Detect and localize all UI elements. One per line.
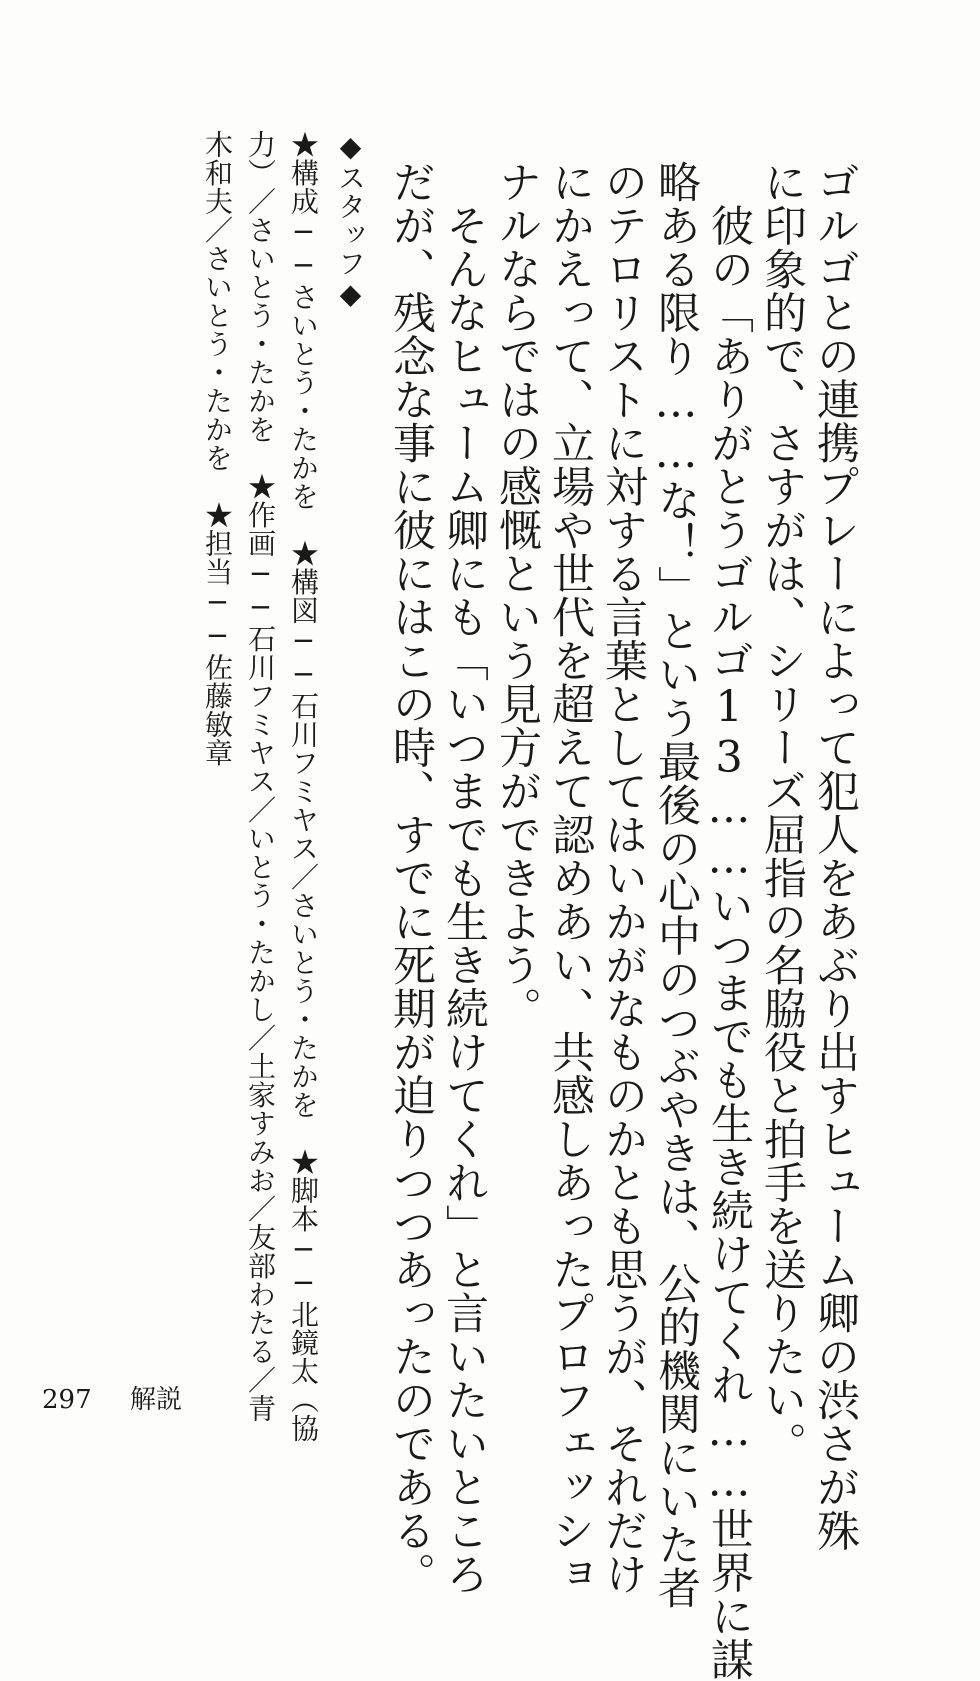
body-column-7: ナルならではの感慨という見方ができよう。 (492, 160, 542, 1030)
staff-credits-column-2: 力）／さいとう・たかを ★作画──石川フミヤス／いとう・たかし／土家すみお／友部わたる／青 (244, 130, 277, 1423)
body-column-5: のテロリストに対する言葉としてはいかがなものかとも思うが、それだけ (598, 160, 648, 1596)
body-column-1: ゴルゴとの連携プレーによって犯人をあぶり出すヒューム卿の渋さが殊 (810, 160, 860, 1552)
body-column-6: にかえって、立場や世代を超えて認めあい、共感しあったプロフェッショ (545, 160, 595, 1596)
body-column-3: 彼の「ありがとうゴルゴ13……いつまでも生き続けてくれ……世界に謀 (704, 160, 754, 1681)
staff-credits-column-1: ★構成──さいとう・たかを ★構図──石川フミヤス／さいとう・たかを ★脚本──北鏡太（協 (287, 130, 320, 1443)
section-title: 解説 (130, 1385, 183, 1415)
body-column-9: だが、残念な事に彼にはこの時、すでに死期が迫りつつあったのである。 (386, 160, 436, 1596)
body-column-4: 略ある限り……な！」という最後の心中のつぶやきは、公的機関にいた者 (651, 160, 701, 1610)
body-column-8: そんなヒューム卿にも「いつまでも生き続けてくれ」と言いたいところ (439, 160, 489, 1596)
staff-credits-column-3: 木和夫／さいとう・たかを ★担当──佐藤敏章 (201, 130, 234, 767)
staff-heading: ◆スタッフ◆ (334, 130, 367, 311)
page-number: 297 (42, 1385, 92, 1415)
body-column-2: に印象的で、さすがは、シリーズ屈指の名脇役と拍手を送りたい。 (757, 160, 807, 1465)
